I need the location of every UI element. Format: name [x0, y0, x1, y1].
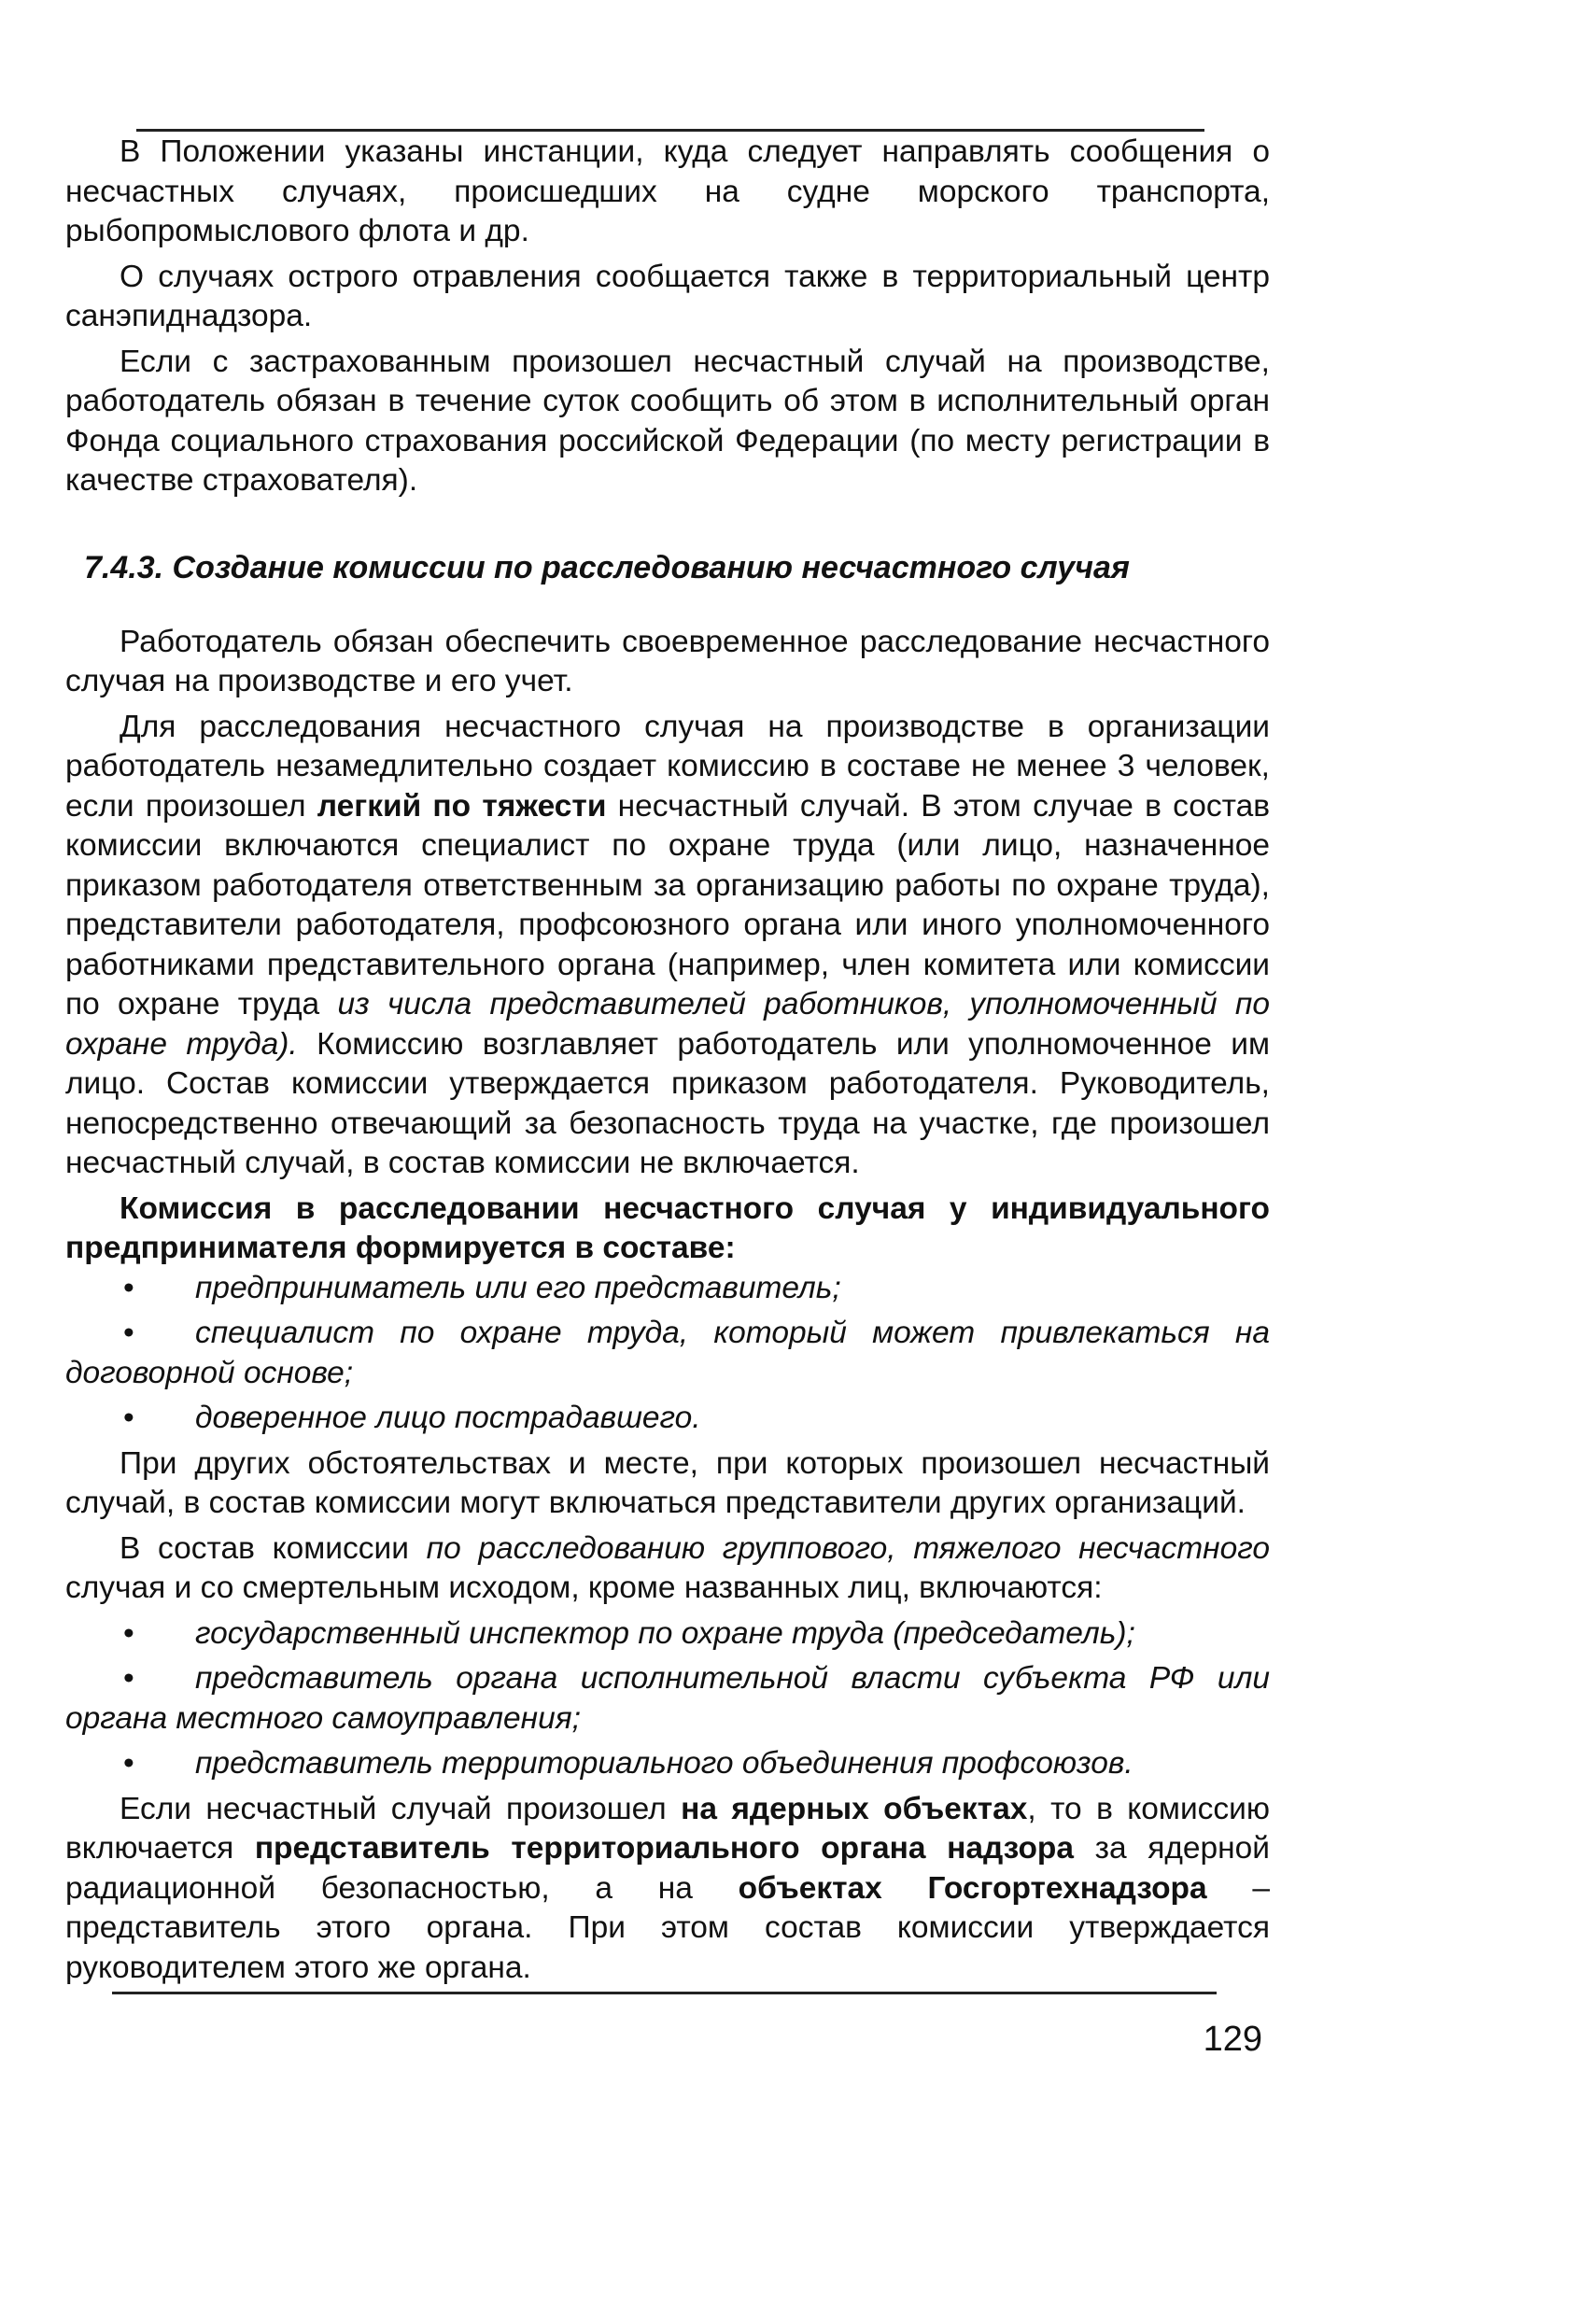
paragraph-nuclear-objects: Если несчастный случай произошел на ядерных объектах, то в комиссию включается представитель территориального органа надзора за ядерной радиационной безопасностью, а на объектах Госгортехнадзора – представитель этого органа. При этом состав комиссии утверждается руководителем этого же органа. — [65, 1791, 1271, 1985]
list-entrepreneur-members — [65, 1269, 1270, 1439]
list-item: • доверенное лицо пострадавшего. — [65, 1399, 1270, 1439]
paragraph-entrepreneur-commission: Комиссия в расследовании несчастного случая у индивидуального предпринимателя формируется в составе: — [65, 1190, 1270, 1265]
paragraph-reporting-instances: В Положении указаны инстанции, куда следует направлять сообщения о несчастных случаях, происшедших на судне морского транспорта, рыбопромыслового флота и др. — [65, 134, 1270, 248]
page-content — [65, 133, 1270, 1988]
list-item: • специалист по охране труда, который может привлекаться на договорной основе; — [65, 1316, 1270, 1390]
italic-workers-representatives: из числа представителей работников, уполномоченный по охране труда). — [65, 987, 1270, 1062]
bullet-icon: • — [123, 1746, 134, 1781]
book-page — [65, 0, 1279, 2324]
bold-light-severity: легкий по тяжести — [317, 788, 607, 824]
italic-group-severe: по расследованию группового, тяжелого несчастного — [426, 1530, 1270, 1566]
list-group-members — [65, 1614, 1270, 1784]
section-title: 7.4.3. Создание комиссии по расследованию несчастного случая — [84, 549, 1130, 585]
page-number: 129 — [1203, 2020, 1262, 2059]
top-rule — [136, 129, 1204, 132]
list-item: • государственный инспектор по охране труда (председатель); — [65, 1614, 1270, 1655]
bullet-icon: • — [123, 1661, 134, 1696]
list-item: • предприниматель или его представитель; — [65, 1269, 1270, 1309]
bullet-icon: • — [123, 1316, 134, 1350]
bullet-icon: • — [123, 1401, 134, 1435]
bullet-icon: • — [123, 1270, 134, 1305]
paragraph-poisoning: О случаях острого отравления сообщается также в территориальный центр санэпиднадзора. — [65, 259, 1270, 333]
paragraph-commission-composition: Для расследования несчастного случая на производстве в организации работодатель незамедлительно создает комиссию в составе не менее 3 человек, если произошел легкий по тяжести несчастный случай. В этом случае в состав комиссии включаются специалист по охране труда (или лицо, назначенное приказом работодателя ответственным за организацию работы по охране труда), представители работодателя, профсоюзного органа или иного уполномоченного работниками представительного органа (например, член комитета или комиссии по охране труда из числа представителей работников, уполномоченный по охране труда). Комиссию возглавляет работодатель или уполномоченное им лицо. Состав комиссии утверждается приказом работодателя. Руководитель, непосредственно отвечающий за безопасность труда на участке, где произошел несчастный случай, в состав комиссии не включается. — [65, 709, 1271, 1180]
paragraph-employer-duty: Работодатель обязан обеспечить своевременное расследование несчастного случая на производстве и его учет. — [65, 624, 1270, 698]
bullet-icon: • — [123, 1615, 134, 1651]
list-item: • представитель территориального объединения профсоюзов. — [65, 1744, 1270, 1784]
paragraph-group-investigation: В состав комиссии по расследованию группового, тяжелого несчастного случая и со смертельным исходом, кроме названных лиц, включаются: — [65, 1530, 1270, 1605]
bottom-rule — [112, 1992, 1217, 1994]
list-item: • представитель органа исполнительной власти субъекта РФ или органа местного самоуправления; — [65, 1661, 1270, 1736]
paragraph-insured: Если с застрахованным произошел несчастный случай на производстве, работодатель обязан в течение суток сообщить об этом в исполнительный орган Фонда социального страхования российской Федерации (по месту регистрации в качестве страхователя). — [65, 344, 1270, 498]
paragraph-other-circumstances: При других обстоятельствах и месте, при которых произошел несчастный случай, в состав комиссии могут включаться представители других организаций. — [65, 1445, 1270, 1520]
